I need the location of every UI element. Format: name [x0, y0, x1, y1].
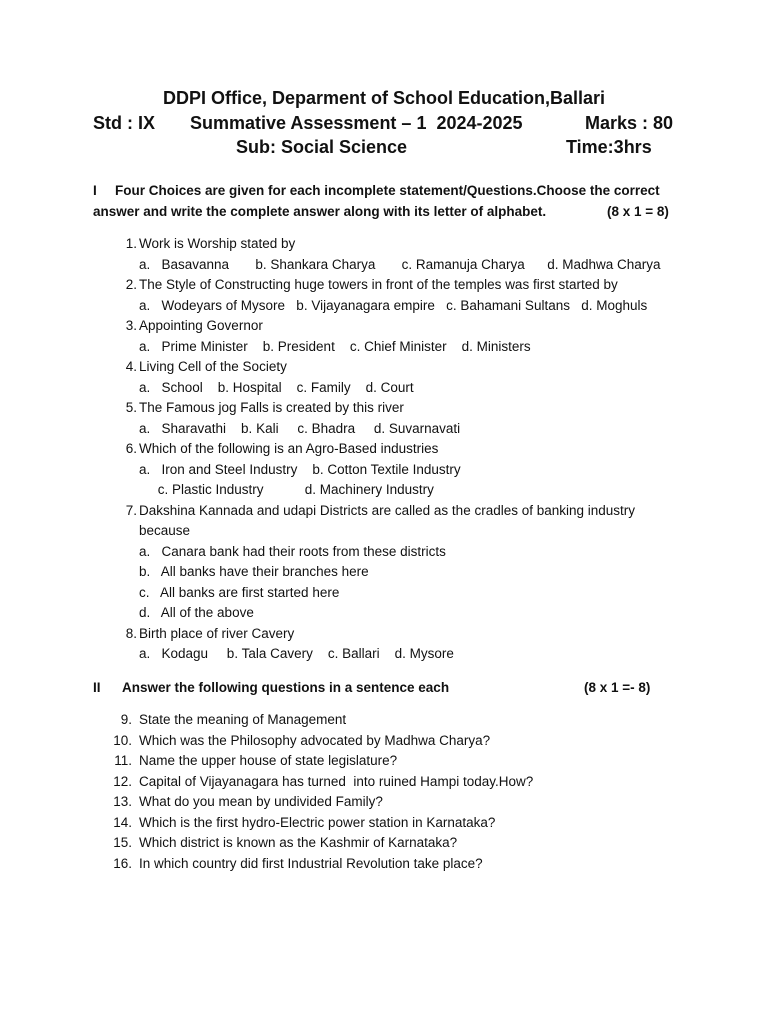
question-text: Which district is known as the Kashmir of Karnataka?	[139, 835, 458, 850]
subject-label: Sub: Social Science	[236, 137, 408, 157]
question-number: 4.	[125, 359, 137, 374]
question-number: 12.	[113, 773, 132, 789]
question-number: 3.	[125, 318, 137, 333]
answer-options: a. Prime Minister b. President c. Chief Minister d. Ministers	[139, 338, 531, 354]
answer-options: d. All of the above	[139, 605, 254, 620]
question-number: 2.	[125, 277, 137, 292]
question-number: 10.	[113, 732, 132, 748]
std-label: Std : IX	[93, 113, 155, 133]
question-text: Capital of Vijayanagara has turned into ruined Hampi today.How?	[139, 773, 534, 789]
answer-options: c. All banks are first started here	[139, 584, 340, 600]
answer-options: a. Kodagu b. Tala Cavery c. Ballari d. Mysore	[139, 646, 454, 661]
question-text: Living Cell of the Society	[139, 359, 287, 374]
question-number: 6.	[125, 441, 137, 456]
question-text: In which country did first Industrial Revolution take place?	[139, 855, 483, 871]
question-number: 13.	[113, 794, 132, 809]
question-text: Dakshina Kannada and udapi Districts are called as the cradles of banking industry	[139, 502, 636, 518]
time-label: Time:3hrs	[566, 137, 652, 157]
answer-options: a. Wodeyars of Mysore b. Vijayanagara empire c. Bahamani Sultans d. Moghuls	[139, 297, 648, 313]
question-text: What do you mean by undivided Family?	[139, 794, 383, 809]
question-text: Birth place of river Cavery	[139, 625, 295, 641]
question-number: 7.	[125, 502, 137, 518]
section-1-numeral: I	[93, 183, 97, 198]
section-1-marks: (8 x 1 = 8)	[607, 204, 669, 219]
question-number: 14.	[113, 814, 132, 830]
section-1-instruction: Four Choices are given for each incomplete statement/Questions.Choose the correct	[115, 183, 660, 198]
section-1-instruction-cont: answer and write the complete answer along with its letter of alphabet.	[93, 204, 547, 219]
question-text: Appointing Governor	[139, 318, 263, 333]
answer-options: a. Sharavathi b. Kali c. Bhadra d. Suvarnavati	[139, 420, 461, 436]
question-text: Which of the following is an Agro-Based industries	[139, 441, 439, 456]
question-number: 16.	[113, 855, 132, 871]
question-text: Work is Worship stated by	[139, 236, 296, 251]
question-text: Which is the first hydro-Electric power station in Karnataka?	[139, 814, 496, 830]
question-number: 15.	[113, 835, 132, 850]
question-text: Which was the Philosophy advocated by Madhwa Charya?	[139, 732, 491, 748]
answer-options: b. All banks have their branches here	[139, 564, 369, 579]
question-number: 8.	[125, 625, 137, 641]
answer-options: a. School b. Hospital c. Family d. Court	[139, 379, 414, 395]
question-number: 5.	[125, 400, 137, 415]
answer-options: a. Canara bank had their roots from these districts	[139, 543, 446, 559]
question-number: 1.	[125, 236, 137, 251]
section-2-marks: (8 x 1 =- 8)	[584, 680, 651, 695]
section-2-instruction: Answer the following questions in a sentence each	[122, 680, 450, 695]
question-text: State the meaning of Management	[139, 712, 347, 727]
question-text: The Famous jog Falls is created by this river	[139, 400, 404, 415]
question-text-cont: because	[139, 523, 191, 538]
question-text: The Style of Constructing huge towers in front of the temples was first started by	[139, 277, 618, 292]
question-number: 11.	[114, 753, 132, 768]
answer-options: c. Plastic Industry d. Machinery Industry	[139, 482, 434, 497]
marks-label: Marks : 80	[585, 113, 674, 133]
question-text: Name the upper house of state legislature?	[139, 753, 398, 768]
assessment-title: Summative Assessment – 1 2024-2025	[190, 113, 523, 133]
answer-options: a. Basavanna b. Shankara Charya c. Ramanuja Charya d. Madhwa Charya	[139, 256, 661, 272]
answer-options: a. Iron and Steel Industry b. Cotton Textile Industry	[139, 461, 461, 477]
section-2-numeral: II	[93, 680, 101, 695]
question-number: 9.	[120, 712, 132, 727]
office-title: DDPI Office, Deparment of School Education,Ballari	[162, 88, 606, 108]
